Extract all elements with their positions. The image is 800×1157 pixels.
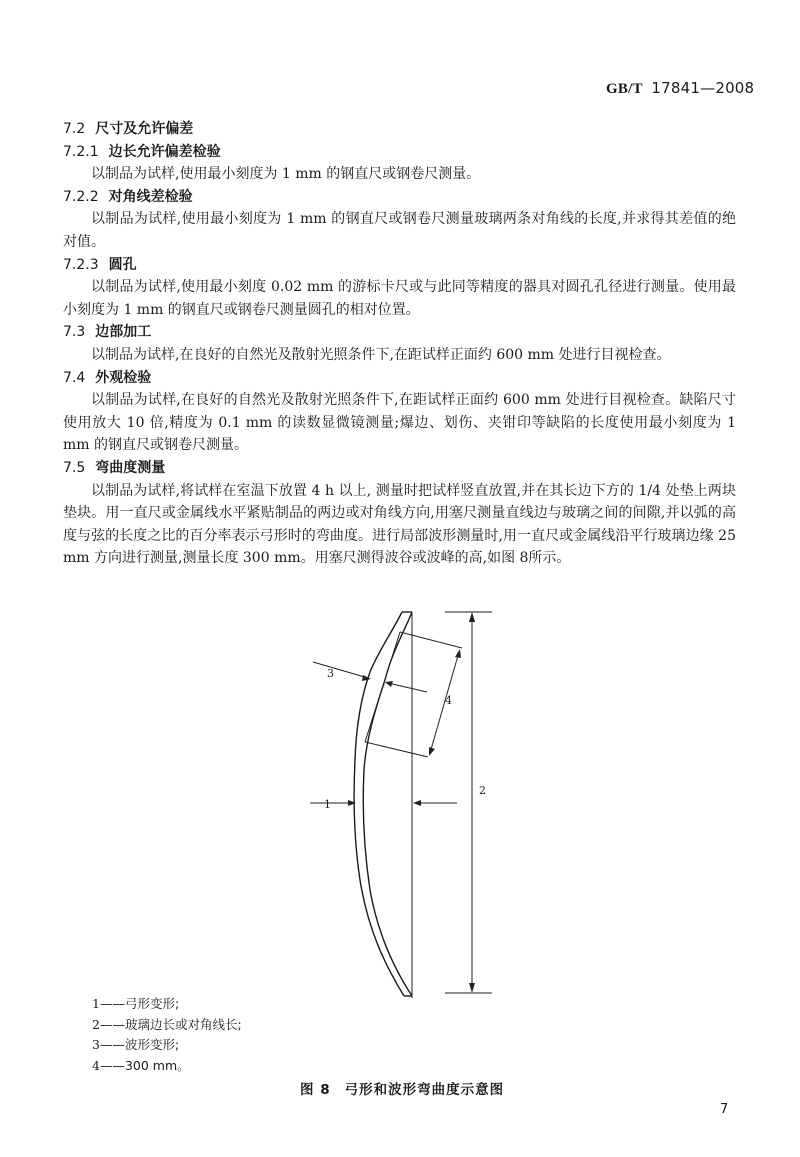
page-number: 7 <box>720 1102 729 1117</box>
document-body <box>63 118 736 570</box>
figure-legend <box>92 994 242 1076</box>
standard-prefix: GB/T <box>606 81 643 97</box>
paragraph: 以制品为试样,使用最小刻度为 1 mm 的钢直尺或钢卷尺测量玻璃两条对角线的长度,并求得其差值的绝对值。 <box>63 211 736 250</box>
legend-item: 3——波形变形; <box>92 1037 180 1052</box>
section-heading-7-2: 7.2 尺寸及允许偏差 <box>63 121 194 137</box>
figure-title: 弓形和波形弯曲度示意图 <box>344 1082 505 1098</box>
label-3: 3 <box>327 667 334 680</box>
standard-code-header <box>606 79 754 98</box>
legend-item: 1——弓形变形; <box>92 996 180 1011</box>
standard-number: 17841—2008 <box>651 79 755 97</box>
figure-number: 图 8 <box>300 1082 331 1098</box>
section-heading-7-2-2: 7.2.2 对角线差检验 <box>63 188 193 205</box>
section-heading-7-2-1: 7.2.1 边长允许偏差检验 <box>63 143 221 160</box>
legend-item: 4——300 mm。 <box>92 1057 190 1073</box>
label-1: 1 <box>324 798 331 811</box>
section-heading-7-2-3: 7.2.3 圆孔 <box>63 256 137 273</box>
glass-outer-edge <box>354 612 404 996</box>
paragraph: 以制品为试样,使用最小刻度 0.02 mm 的游标卡尺或与此同等精度的器具对圆孔孔径进行测量。使用最小刻度为 1 mm 的钢直尺或钢卷尺测量圆孔的相对位置。 <box>63 279 736 318</box>
figure-caption <box>300 1078 504 1098</box>
paragraph: 以制品为试样,在良好的自然光及散射光照条件下,在距试样正面约 600 mm 处进行目视检查。 <box>91 346 671 363</box>
paragraph: 以制品为试样,将试样在室温下放置 4 h 以上, 测量时把试样竖直放置,并在其长边下方的 1/4 处垫上两块垫块。用一直尺或金属线水平紧贴制品的两边或对角线方向,用塞尺测量直线边与玻璃之间的间隙,并以弧的高度与弦的长度之比的百分率表示弓形时的弯曲度。进行局部波形测量时,用一直尺或金属线沿平行玻璃边缘 25 mm 方向进行测量,测量长度 300 mm。用塞尺测得波谷或波峰的高,如图 8所示。 <box>63 482 736 567</box>
glass-inner-edge <box>363 612 412 996</box>
paragraph: 以制品为试样,在良好的自然光及散射光照条件下,在距试样正面约 600 mm 处进行目视检查。缺陷尺寸使用放大 10 倍,精度为 0.1 mm 的读数显微镜测量;爆边、划伤、夹钳印等缺陷的长度使用最小刻度为 1 mm 的钢直尺或钢卷尺测量。 <box>63 392 736 454</box>
wave-chord-line <box>365 632 400 742</box>
label-2: 2 <box>479 784 486 797</box>
dimension-4-line <box>430 652 459 753</box>
paragraph: 以制品为试样,使用最小刻度为 1 mm 的钢直尺或钢卷尺测量。 <box>91 166 481 183</box>
label-4: 4 <box>445 694 452 707</box>
legend-item: 2——玻璃边长或对角线长; <box>92 1016 242 1032</box>
section-heading-7-5: 7.5 弯曲度测量 <box>63 459 166 476</box>
section-heading-7-4: 7.4 外观检验 <box>63 369 152 386</box>
section-heading-7-3: 7.3 边部加工 <box>63 324 152 341</box>
